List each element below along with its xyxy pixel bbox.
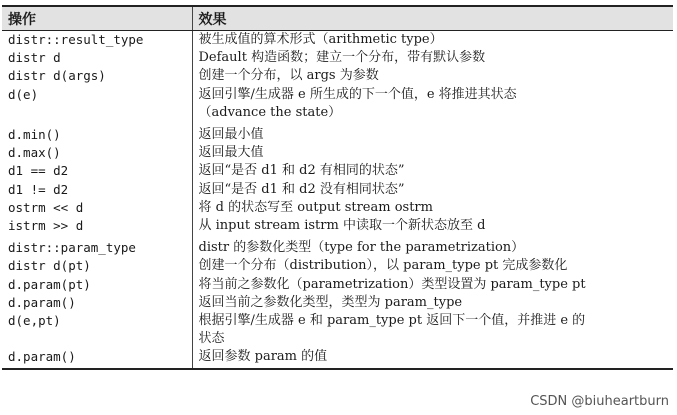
- table-row: [2, 348, 673, 368]
- row-effect: 被生成值的算术形式（arithmetic type）: [198, 32, 443, 47]
- row-operation: d.min(): [2, 122, 192, 144]
- row-effect: 创建一个分布（distribution），以 param_type pt 完成参数化: [198, 258, 568, 274]
- row-operation: [2, 330, 192, 348]
- table-header-row: [2, 6, 673, 31]
- row-effect: 返回最小值: [198, 127, 264, 143]
- table-row: [2, 49, 673, 67]
- row-operation: distr::result_type: [2, 31, 192, 50]
- row-operation: d.param(pt): [2, 276, 192, 294]
- row-operation: ostrm << d: [2, 199, 192, 217]
- table-row: [2, 162, 673, 180]
- table-row: [2, 104, 673, 122]
- row-effect: Default 构造函数；建立一个分布，带有默认参数: [198, 50, 486, 66]
- table-row: [2, 122, 673, 144]
- table-row: [2, 330, 673, 348]
- row-operation: distr::param_type: [2, 235, 192, 257]
- table-row: [2, 257, 673, 275]
- row-effect: 返回“是否 d1 和 d2 没有相同状态”: [198, 181, 405, 197]
- row-effect: 将当前之参数化（parametrization）类型设置为 param_type pt: [198, 276, 586, 292]
- header-effect: 效果: [192, 6, 673, 31]
- row-operation: distr d(args): [2, 67, 192, 85]
- source-watermark: CSDN @biuheartburn: [530, 394, 669, 409]
- row-operation: d.param(): [2, 294, 192, 312]
- table-row: [2, 294, 673, 312]
- operations-table-container: [2, 5, 673, 370]
- table-row: [2, 31, 673, 50]
- row-operation: d1 == d2: [2, 162, 192, 180]
- row-effect: 返回参数 param 的值: [192, 348, 673, 368]
- row-operation: distr d(pt): [2, 257, 192, 275]
- row-effect: 返回“是否 d1 和 d2 有相同的状态”: [198, 163, 405, 179]
- row-operation: istrm >> d: [2, 217, 192, 235]
- table-row: [2, 67, 673, 85]
- row-effect: 返回最大值: [198, 145, 264, 161]
- row-operation: d(e,pt): [2, 312, 192, 330]
- table-row: [2, 235, 673, 257]
- row-operation: d(e): [2, 86, 192, 104]
- row-effect: 根据引擎/生成器 e 和 param_type pt 返回下一个值，并推进 e 的: [198, 313, 586, 329]
- row-effect: distr 的参数化类型（type for the parametrization）: [198, 240, 525, 256]
- row-operation: d.param(): [2, 348, 192, 368]
- header-operation: 操作: [2, 6, 192, 31]
- row-effect: 将 d 的状态写至 output stream ostrm: [198, 199, 433, 215]
- table-row: [2, 199, 673, 217]
- table-row: [2, 217, 673, 235]
- row-operation: d1 != d2: [2, 181, 192, 199]
- row-effect: 返回引擎/生成器 e 所生成的下一个值，e 将推进其状态: [198, 86, 517, 102]
- row-effect: （advance the state）: [198, 104, 342, 120]
- row-effect: 从 input stream istrm 中读取一个新状态放至 d: [198, 218, 486, 234]
- table-row: [2, 312, 673, 330]
- table-row: [2, 86, 673, 104]
- table-row: [2, 276, 673, 294]
- row-effect: 状态: [198, 331, 225, 347]
- table-row: [2, 144, 673, 162]
- row-effect: 创建一个分布，以 args 为参数: [198, 68, 379, 84]
- table-row: [2, 181, 673, 199]
- row-operation: d.max(): [2, 144, 192, 162]
- row-effect: 返回当前之参数化类型，类型为 param_type: [198, 294, 463, 310]
- row-operation: distr d: [2, 49, 192, 67]
- row-operation: [2, 104, 192, 122]
- distribution-operations-table: [2, 5, 673, 370]
